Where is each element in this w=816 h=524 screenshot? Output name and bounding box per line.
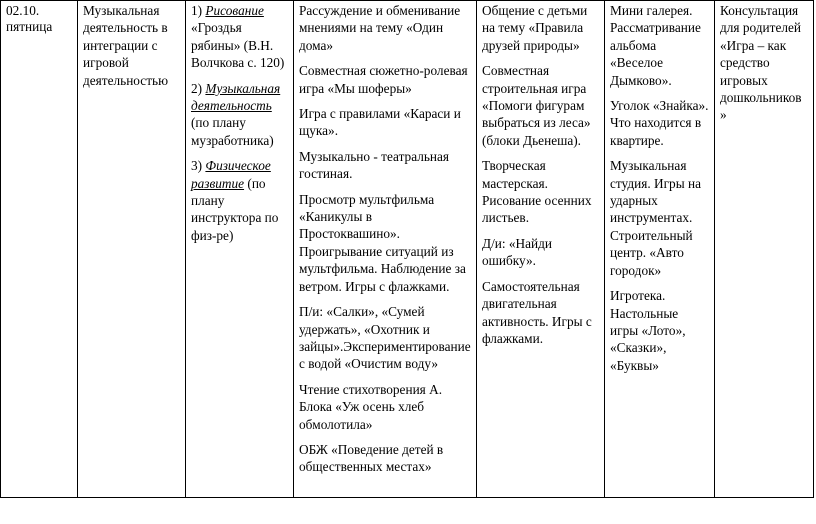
date-cell	[1, 1, 78, 498]
list-item: Игра с правилами «Караси и щука».	[299, 106, 461, 139]
item-number: 1)	[191, 3, 206, 18]
list-item: Рассуждение и обменивание мнениями на тему «Один дома»	[299, 3, 461, 53]
list-item: Д/и: «Найди ошибку».	[482, 235, 553, 269]
list-item: Мини галерея. Рассматривание альбома «Веселое Дымково».	[610, 3, 701, 88]
subject-name: Физическое развитие	[191, 158, 271, 191]
item-text: (по плану музработника)	[191, 115, 274, 148]
list-item: Музыкально - театральная гостиная.	[299, 148, 450, 182]
list-item: Игротека. Настольные игры «Лото», «Сказки», «Буквы»	[610, 288, 686, 373]
individual-work-cell	[477, 1, 605, 498]
list-item: Самостоятельная двигательная активность. Игры с флажками.	[482, 278, 592, 346]
subject-name: Рисование	[205, 3, 264, 18]
item-number: 2)	[191, 80, 206, 96]
list-item: Совместная строительная игра «Помоги фигурам выбраться из леса» (блоки Дьенеша).	[482, 63, 591, 148]
environment-cell	[605, 1, 715, 498]
list-item: Творческая мастерская. Рисование осенних листьев.	[482, 158, 592, 226]
list-item: Музыкальная студия. Игры на ударных инструментах. Строительный центр. «Авто городок»	[610, 158, 701, 278]
activity-type-cell	[78, 1, 186, 498]
item-number: 3)	[191, 158, 206, 174]
item-text: (по плану инструктора по физ-ре)	[191, 175, 279, 243]
date: 02.10.	[6, 3, 40, 18]
parents-cell	[715, 1, 814, 498]
weekday: пятница	[6, 19, 53, 35]
parents-consultation: Консультация для родителей «Игра – как средство игровых дошкольников»	[720, 3, 802, 123]
list-item: Общение с детьми на тему «Правила друзей природы»	[482, 3, 588, 53]
organized-item	[191, 2, 288, 72]
subject-name: Музыкальная деятельность	[191, 80, 281, 114]
table-row	[1, 1, 814, 498]
organized-activity-cell	[186, 1, 294, 498]
list-item: Совместная сюжетно-ролевая игра «Мы шоферы»	[299, 63, 468, 96]
item-text: «Гроздья рябины» (В.Н. Волчкова с. 120)	[191, 20, 285, 71]
list-item: П/и: «Салки», «Сумей удержать», «Охотник и зайцы».Экспериментирование с водой «Очистим воду»	[299, 304, 471, 372]
activity-type: Музыкальная деятельность в интеграции с игровой деятельностью	[83, 3, 169, 88]
organized-item	[191, 80, 288, 150]
list-item: ОБЖ «Поведение детей в общественных местах»	[299, 441, 444, 475]
organized-item	[191, 157, 288, 244]
joint-activity-cell	[294, 1, 477, 498]
list-item: Чтение стихотворения А. Блока «Уж осень хлеб обмолотила»	[299, 381, 443, 432]
list-item: Просмотр мультфильма «Каникулы в Простоквашино». Проигрывание ситуаций из мультфильма. Наблюдение за ветром. Игры с флажками.	[299, 191, 466, 294]
list-item: Уголок «Знайка». Что находится в квартире.	[610, 98, 709, 148]
